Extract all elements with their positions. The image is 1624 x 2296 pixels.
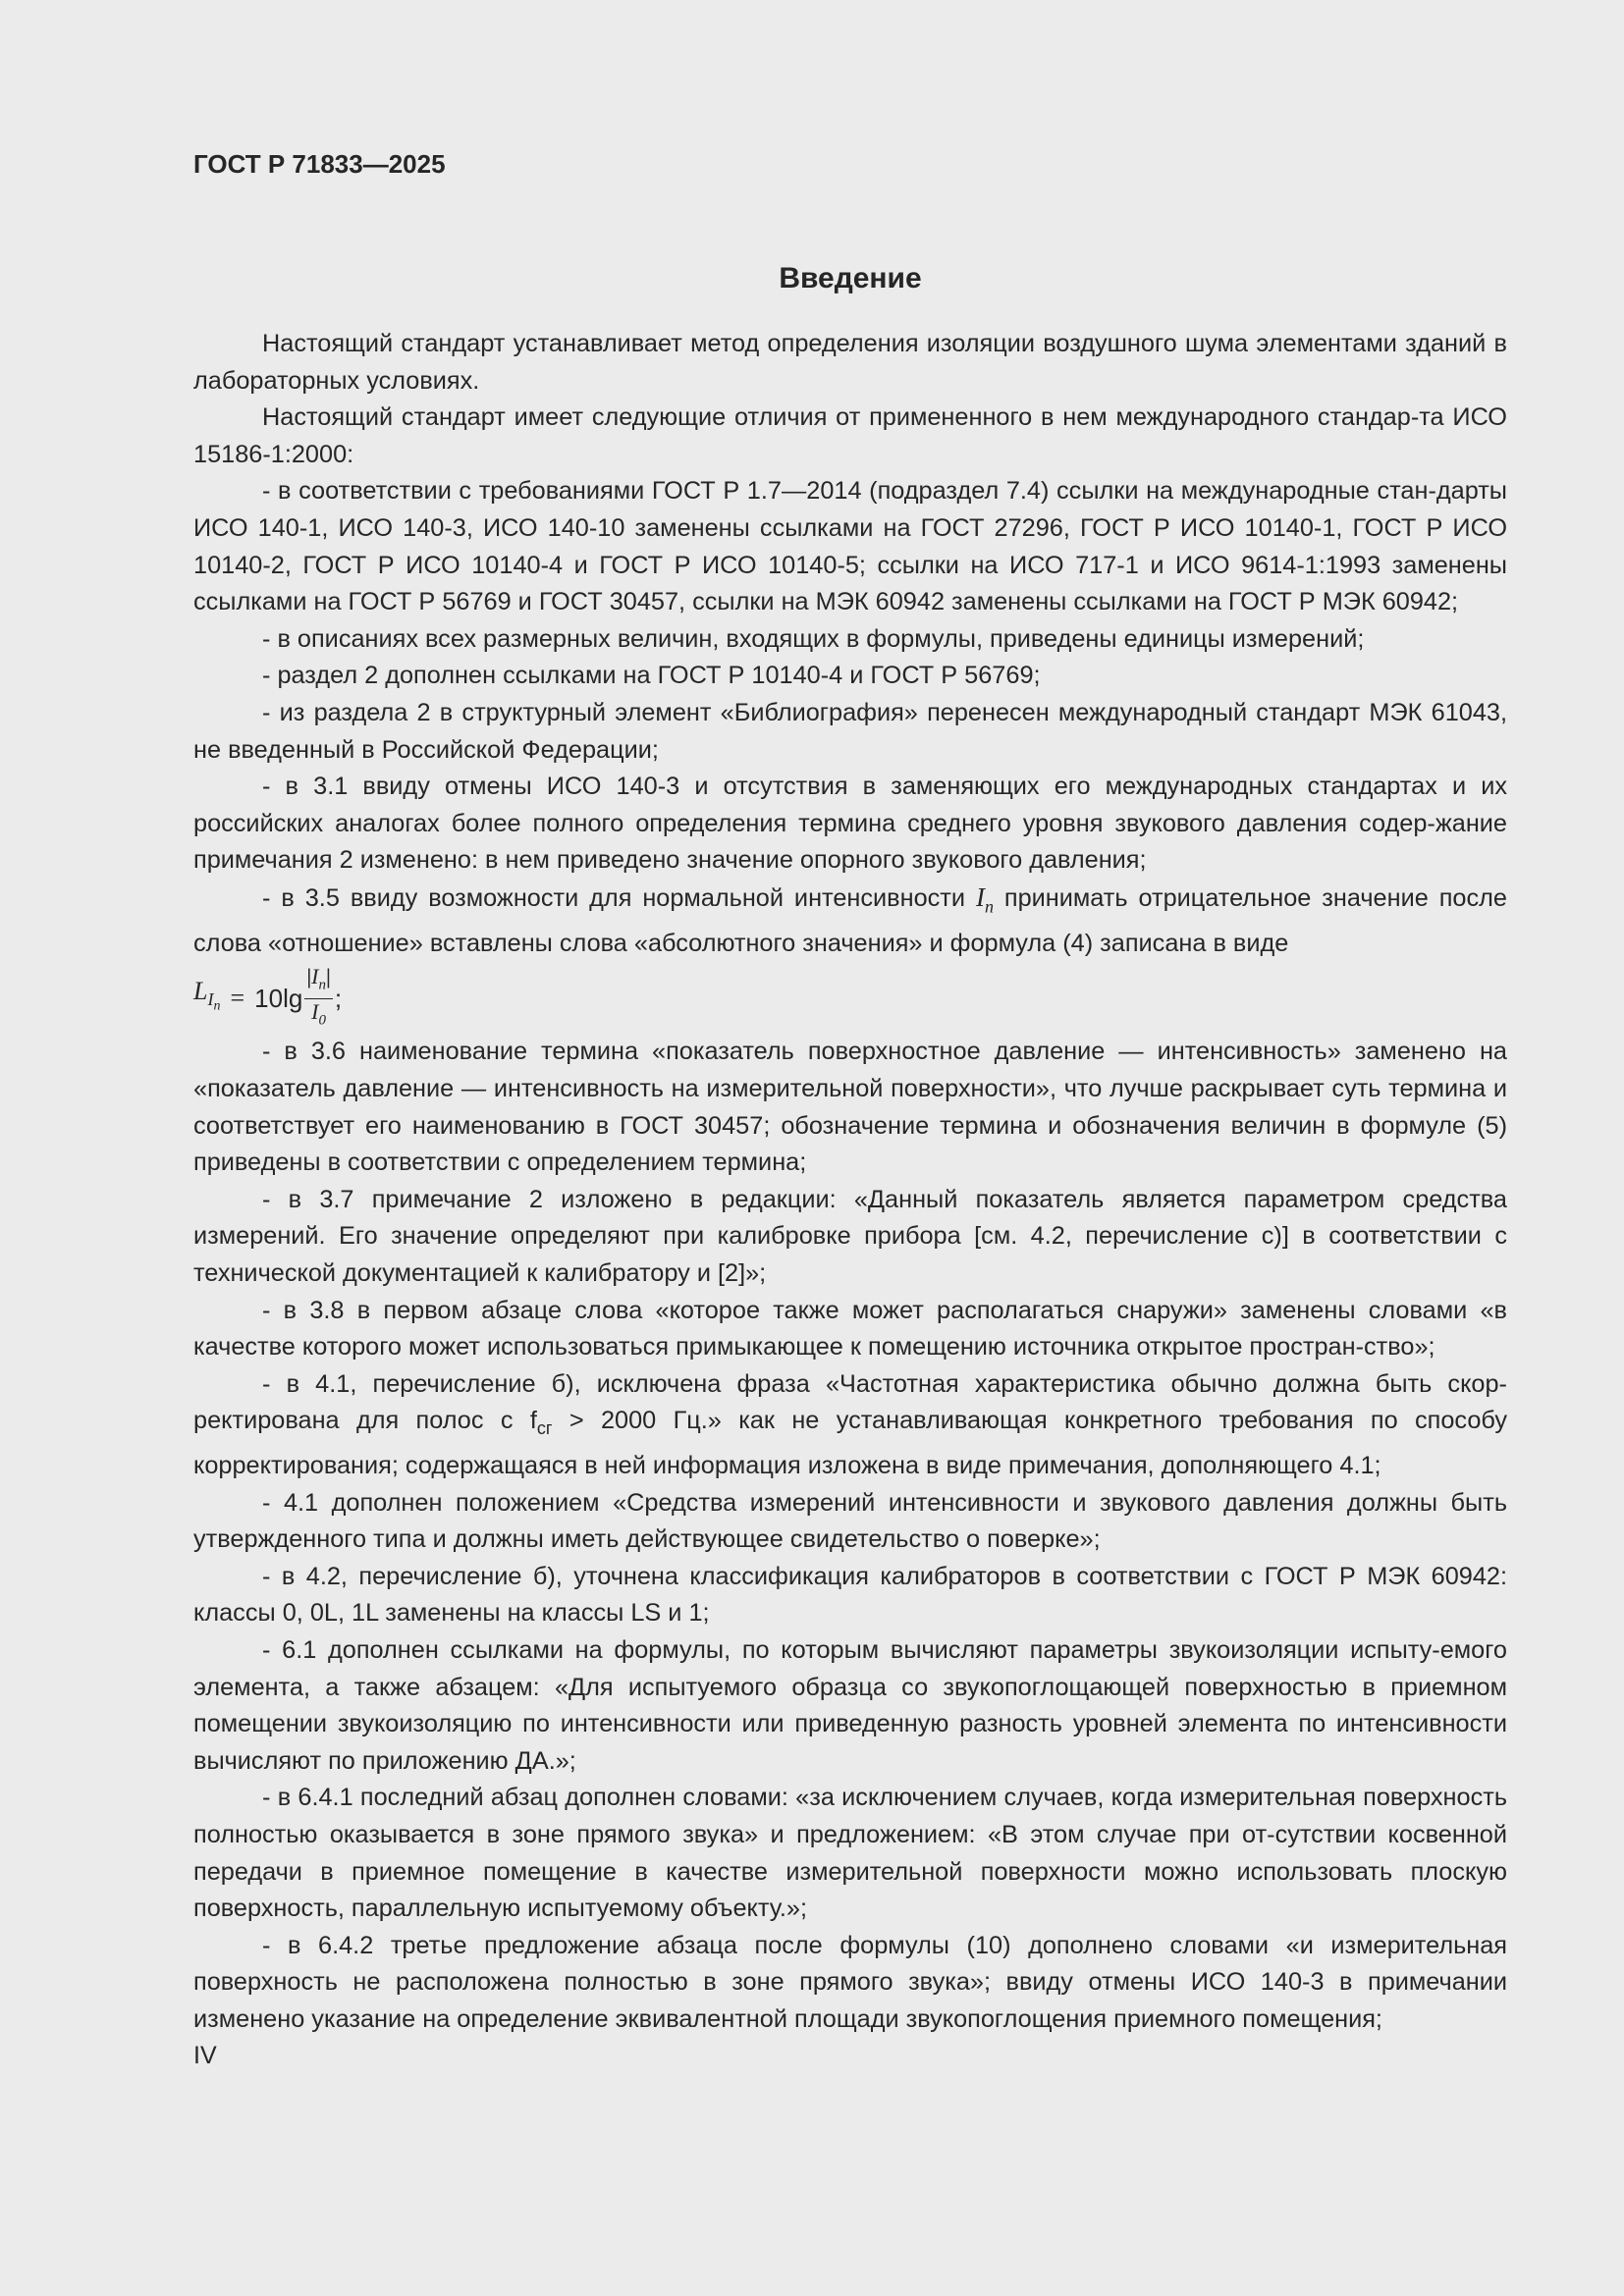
- list-item: - из раздела 2 в структурный элемент «Библиография» перенесен международный стандарт МЭК 61043, не введенный в Российской Федерации;: [193, 698, 1507, 764]
- document-page: [193, 147, 1507, 2072]
- list-item: - в 6.4.2 третье предложение абзаца после формулы (10) дополнено словами «и измерительная поверхность не расположена полностью в зоне прямого звука»; ввиду отмены ИСО 140-3 в примечании изменено указание на определение эквивалентной площади звукопоглощения приемного помещения;: [193, 1931, 1507, 2033]
- list-item: - в 3.8 в первом абзаце слова «которое также может располагаться снаружи» заменены словами «в качестве которого может использоваться примыкающее к помещению источника открытое простран-ство»;: [193, 1296, 1507, 1362]
- paragraph: Настоящий стандарт имеет следующие отличия от примененного в нем международного стандар-та ИСО 15186-1:2000:: [193, 403, 1507, 468]
- list-item: - в соответствии с требованиями ГОСТ Р 1.7—2014 (подраздел 7.4) ссылки на международные стан-дарты ИСО 140-1, ИСО 140-3, ИСО 140-10 заменены ссылками на ГОСТ 27296, ГОСТ Р ИСО 10140-1, ГОСТ Р ИСО 10140-2, ГОСТ Р ИСО 10140-4 и ГОСТ Р ИСО 10140-5; ссылки на ИСО 717-1 и ИСО 9614-1:1993 заменены ссылками на ГОСТ Р 56769 и ГОСТ 30457, ссылки на МЭК 60942 заменены ссылками на ГОСТ Р МЭК 60942;: [193, 477, 1507, 616]
- list-item: - 4.1 дополнен положением «Средства измерений интенсивности и звукового давления должны быть утвержденного типа и должны иметь действующее свидетельство о поверке»;: [193, 1488, 1507, 1554]
- list-item: [193, 1366, 1507, 1485]
- section-title: Введение: [779, 262, 922, 294]
- introduction-body: [193, 326, 1507, 2039]
- list-item-text: - в 4.1, перечисление б), исключена фраза «Частотная характеристика обычно должна быть скор-ректирована для полос с f: [193, 1369, 1507, 1435]
- formula-4: [193, 964, 1507, 1029]
- list-item: - в описаниях всех размерных величин, входящих в формулы, приведены единицы измерений;: [262, 624, 1365, 653]
- formula-numerator: $|I_n|$: [304, 965, 333, 999]
- list-item: - в 3.6 наименование термина «показатель поверхностное давление — интенсивность» заменено на «показатель давление — интенсивность на измерительной поверхности», что лучше раскрывает суть термина и соответствует его наименованию в ГОСТ 30457; обозначение термина и обозначения величин в формуле (5) приведены в соответствии с определением термина;: [193, 1038, 1507, 1177]
- formula-tail: ;: [334, 984, 343, 1014]
- frequency-subscript: сг: [536, 1418, 553, 1439]
- list-item: - в 4.2, перечисление б), уточнена классификация калибраторов в соответствии с ГОСТ Р МЭК 60942: классы 0, 0L, 1L заменены на классы LS и 1;: [193, 1562, 1507, 1628]
- list-item: - 6.1 дополнен ссылками на формулы, по которым вычисляют параметры звукоизоляции испыту-емого элемента, а также абзацем: «Для испытуемого образца со звукопоглощающей поверхностью в приемном помещении звукоизоляцию по интенсивности или приведенную разность уровней элемента по интенсивности вычисляют по приложению ДА.»;: [193, 1636, 1507, 1775]
- formula-fraction: [304, 965, 333, 1033]
- formula-lhs: $L_{I_n}$: [193, 976, 221, 1014]
- page-number: IV: [193, 2041, 217, 2069]
- list-item: - в 3.7 примечание 2 изложено в редакции: «Данный показатель является параметром средства измерений. Его значение определяют при калибровке прибора [см. 4.2, перечисление с)] в соответствии с технической документацией к калибратору и [2]»;: [193, 1185, 1507, 1288]
- formula-equals: =: [230, 984, 245, 1013]
- list-item-text: > 2000 Гц.» как не устанавливающая конкретного требования по способу корректирования; содержащаяся в ней информация изложена в виде примечания, дополняющего 4.1;: [193, 1407, 1507, 1480]
- list-item: - в 3.1 ввиду отмены ИСО 140-3 и отсутствия в заменяющих его международных стандартах и их российских аналогах более полного определения термина среднего уровня звукового давления содер-жание примечания 2 изменено: в нем приведено значение опорного звукового давления;: [193, 773, 1507, 875]
- list-item: - в 6.4.1 последний абзац дополнен словами: «за исключением случаев, когда измерительная поверхность полностью оказывается в зоне прямого звука» и предложением: «В этом случае при от-сутствии косвенной передачи в приемное помещение в качестве измерительной поверхности можно использовать плоскую поверхность, параллельную испытуемому объекту.»;: [193, 1784, 1507, 1923]
- list-item: [193, 880, 1507, 963]
- formula-coefficient: 10: [254, 984, 284, 1014]
- document-code: ГОСТ Р 71833—2025: [193, 149, 446, 179]
- list-item-text: - в 3.5 ввиду возможности для нормальной интенсивности: [262, 883, 976, 912]
- formula-denominator: $I_0$: [311, 999, 326, 1029]
- intensity-symbol: $I_n$: [975, 881, 994, 917]
- list-item-text: принимать отрицательное значение после слова «отношение» вставлены слова «абсолютного значения» и формула (4) записана в виде: [193, 883, 1507, 957]
- formula-function: lg: [283, 984, 303, 1014]
- paragraph: Настоящий стандарт устанавливает метод определения изоляции воздушного шума элементами зданий в лабораторных условиях.: [193, 330, 1507, 395]
- list-item: - раздел 2 дополнен ссылками на ГОСТ Р 10140-4 и ГОСТ Р 56769;: [262, 662, 1041, 690]
